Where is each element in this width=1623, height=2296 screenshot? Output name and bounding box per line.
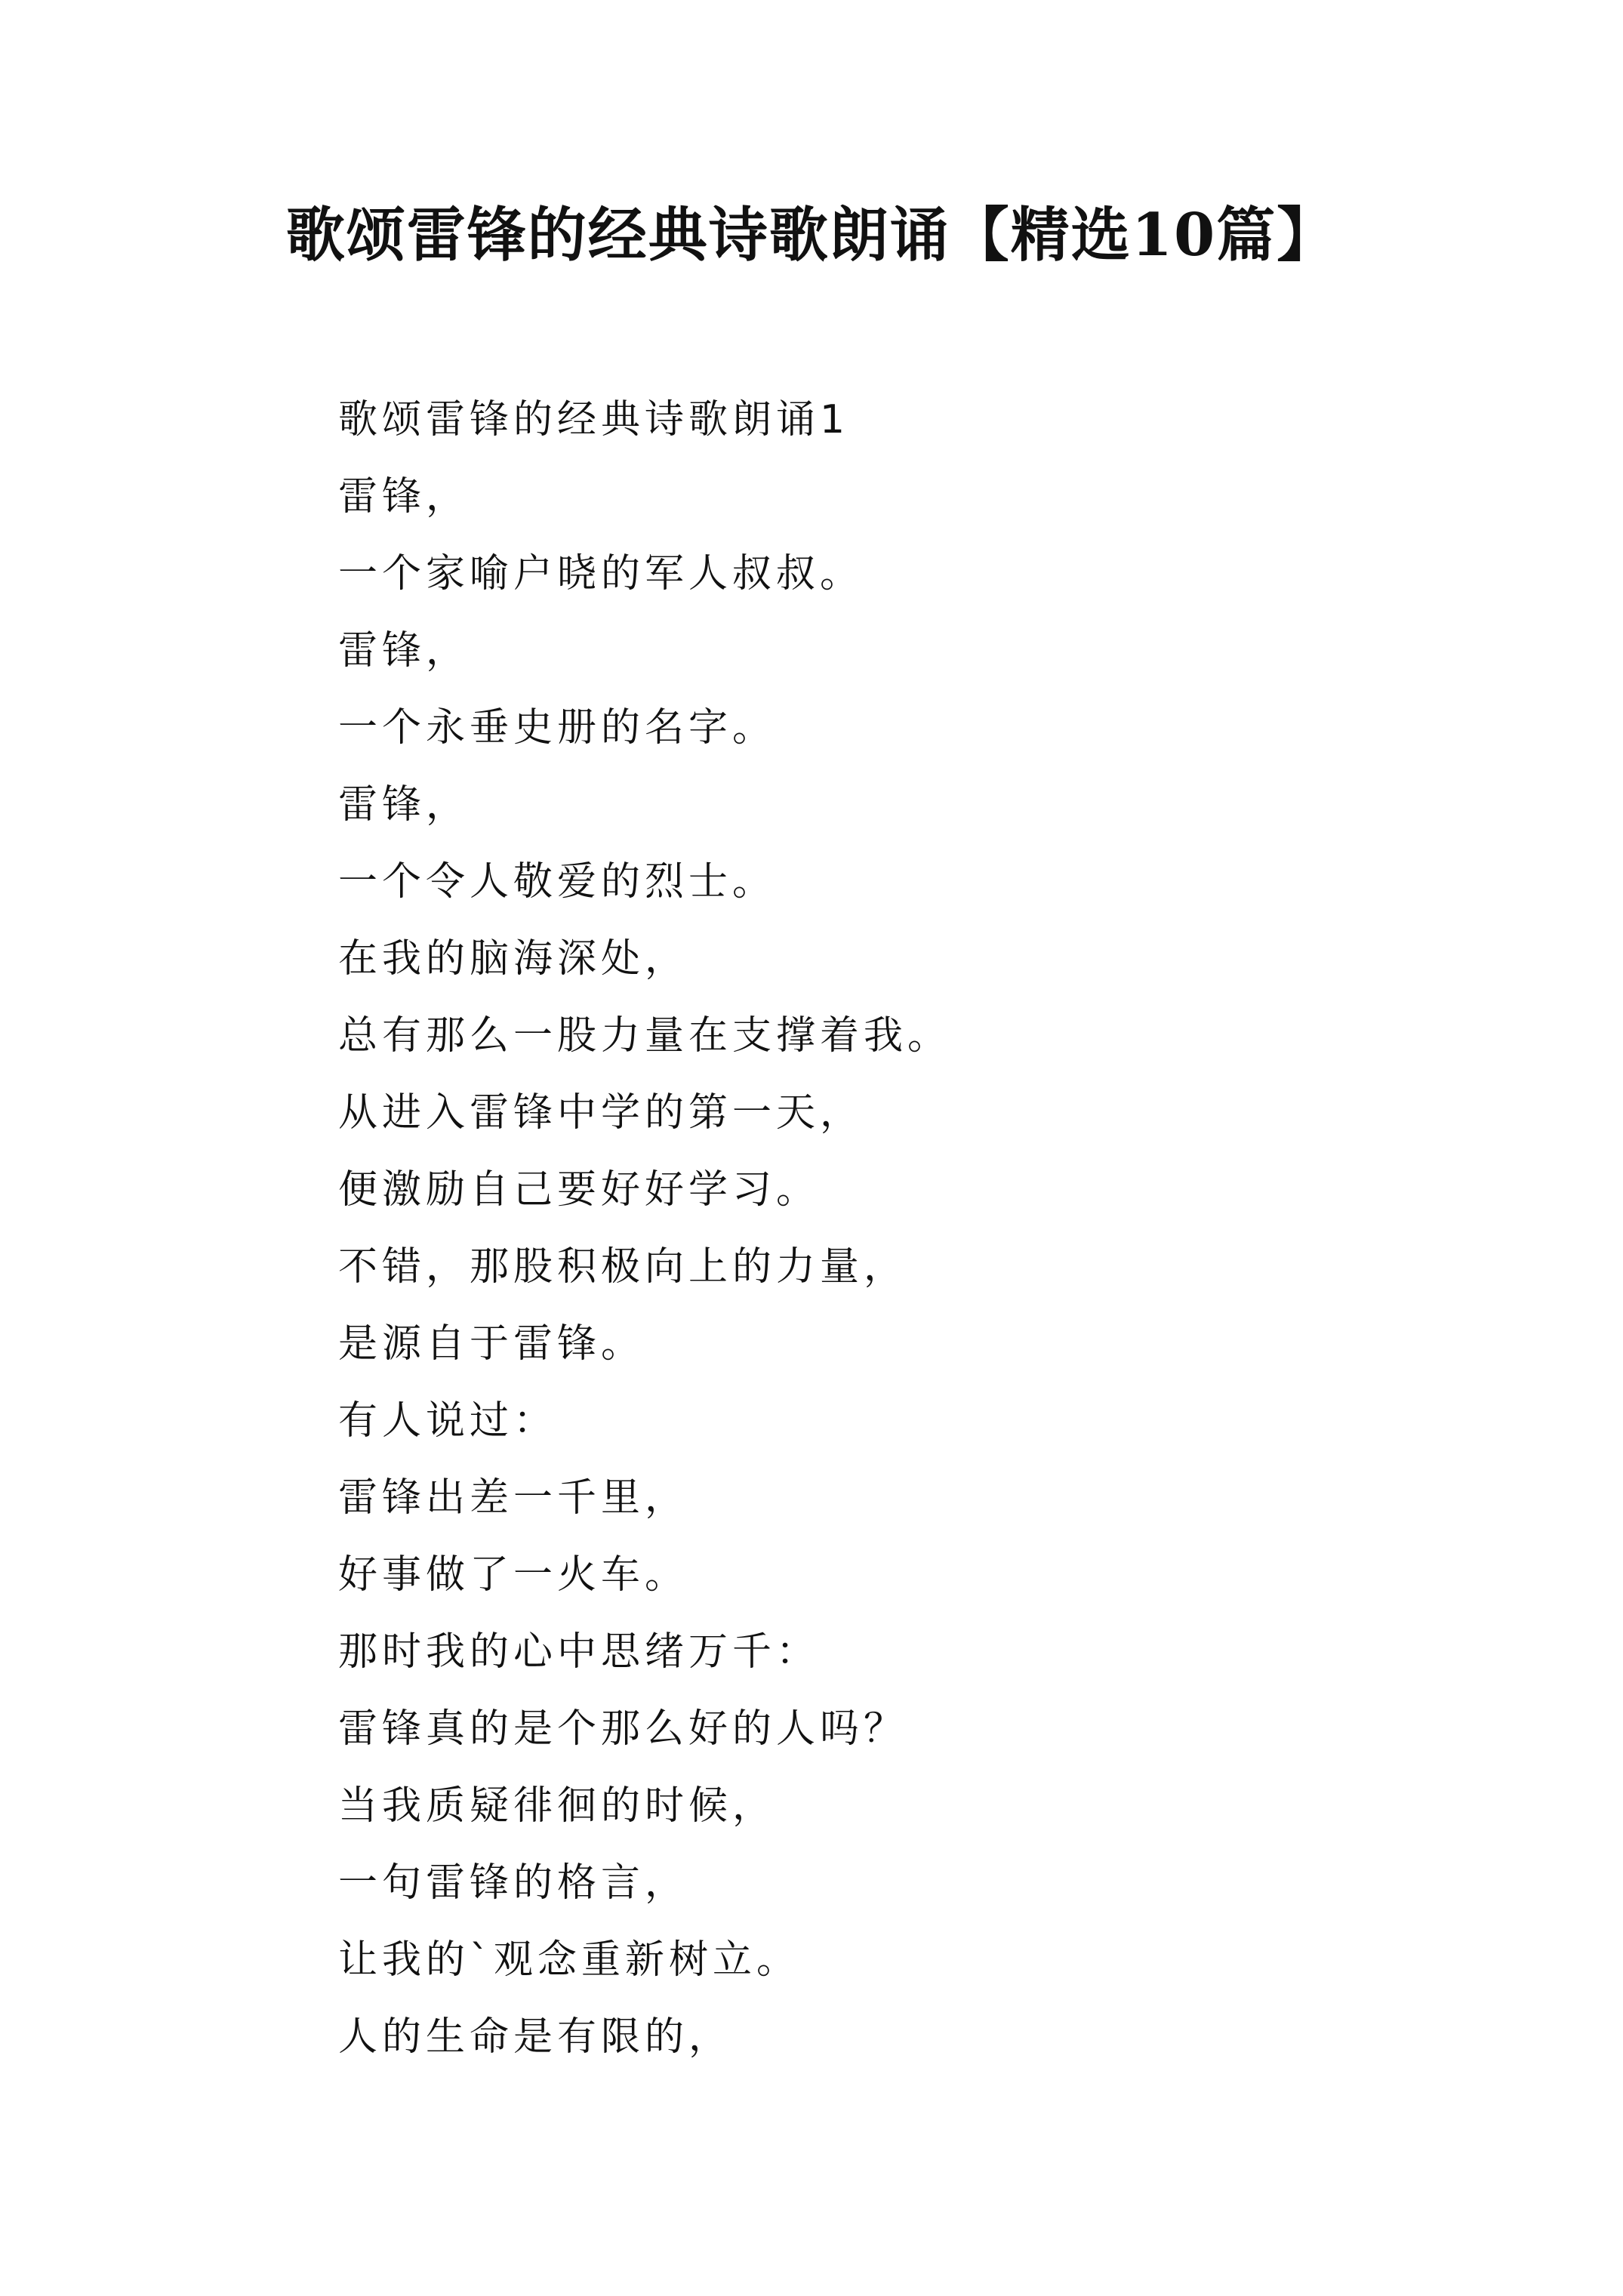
poem-line: 雷锋， — [338, 782, 470, 827]
poem-line: 雷锋， — [338, 628, 470, 673]
poem-line: 便激励自己要好好学习。 — [338, 1167, 821, 1213]
poem-line: 雷锋， — [338, 474, 470, 519]
poem-line: 雷锋真的是个那么好的人吗？ — [338, 1706, 908, 1752]
poem-line: 一个家喻户晓的军人叔叔。 — [338, 551, 864, 596]
poem-line: 当我质疑徘徊的时候， — [338, 1783, 777, 1829]
poem-line: 一个永垂史册的名字。 — [338, 705, 777, 750]
poem-line: 一个令人敬爱的烈士。 — [338, 859, 777, 905]
poem-line: 有人说过： — [338, 1398, 558, 1444]
document-title: 歌颂雷锋的经典诗歌朗诵【精选10篇】 — [285, 201, 1338, 270]
poem-line: 是源自于雷锋。 — [338, 1321, 645, 1367]
poem-line: 好事做了一火车。 — [338, 1552, 689, 1598]
poem-body — [338, 381, 1395, 2076]
poem-line: 在我的脑海深处， — [338, 936, 689, 982]
poem-line: 让我的`观念重新树立。 — [338, 1937, 801, 1983]
poem-line: 人的生命是有限的， — [338, 2014, 733, 2060]
poem-line: 一句雷锋的格言， — [338, 1860, 689, 1906]
poem-line: 总有那么一股力量在支撑着我。 — [338, 1013, 952, 1059]
poem-heading: 歌颂雷锋的经典诗歌朗诵1 — [338, 397, 850, 442]
poem-line: 不错，那股积极向上的力量， — [338, 1244, 908, 1290]
poem-line: 从进入雷锋中学的第一天， — [338, 1090, 864, 1136]
poem-line: 雷锋出差一千里， — [338, 1475, 689, 1521]
poem-line: 那时我的心中思绪万千： — [338, 1629, 821, 1675]
